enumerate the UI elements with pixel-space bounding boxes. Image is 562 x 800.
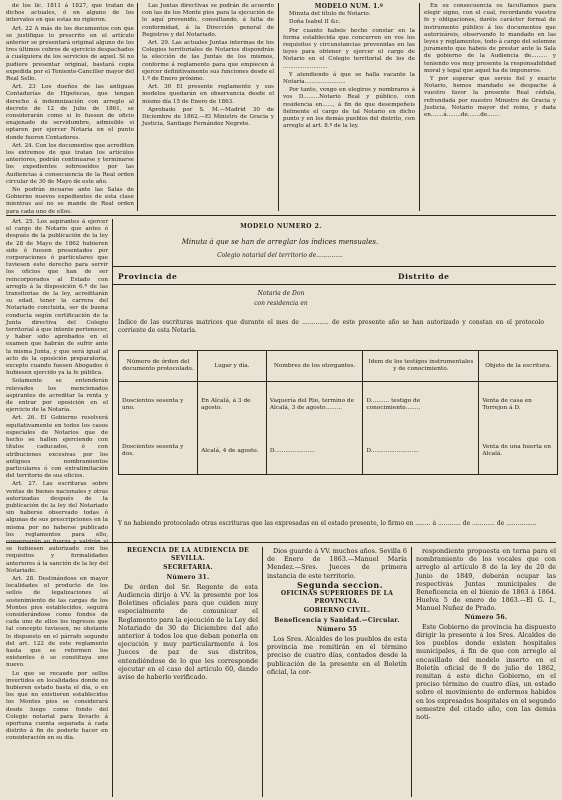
paragraph: de los lic. 1811 á 1827, que tratan de dichos actuales, ó en alguno de los intervalos en que estas no rigieron. [6,3,134,24]
form-rule [112,284,556,285]
paragraph: Art. 25. Los aspirantes á ejercer el cargo de Notario que antes ó después de la publicación de la ley de 28 de Mayo de 1862 hubieren sido ó fuesen presentados por corporaciones ó particulares que tuviesen este derecho para servir los oficios que han de ser reincorporados al Estado con arreglo á la disposición 6.ª de las transitorias de la ley, acreditarán su edad, tener la carrera del Notariado concluida, ser de buena conducta según certificación de la Junta directiva del Colegio territorial á que intente pertenecer, y haber sido aprobados en el examen que habrán de sufrir ante la misma Junta, y que será igual al acto de la oposición preparatoria, excepto cuando fuesen Abogados ó hubiesen ejercido ya la fe pública. [6,219,108,377]
column-divider [278,3,279,211]
table-header: Nombres de los otorgantes. [266,351,363,382]
table-cell: D.......... testigo de conocimiento........ [363,382,479,429]
paragraph: Por cuanto habeis hecho constar en la forma establecida que concurren en vos los requisitos y circunstancias prevenidas en las leyes para obtener y ejercer el cargo de Notario en el Colegio territorial de los de ......................... [283,27,415,70]
table-row [119,382,558,429]
paragraph: Lo que se recaude por sellos invertidos en localidades donde no hubieren estado hasta el día, o en los que no existieren establecidos los Montes pios se considerará desde luego como fondo del Colegio notarial para llevarlo á oportuna cuenta separada á cada distrito á fin de poderle hacer en consideración en su día. [6,670,108,742]
table-cell: Vaquería del Rio, termino de Alcalá, 3 de agosto......... [266,382,363,429]
model-1-heading: MODELO NUM. 1.º [314,3,384,10]
paragraph: Beneficencia y Sanidad.—Circular. [274,616,400,624]
paragraph: Por tanto, vengo en elegiros y nombraros á vos D.........Notario Real y público, con residencia en......, á fin de que desempeñeis fielmente el cargo de tal Notario en dicho punto y en los demás pueblos del distrito, con arreglo al art. 8.º de la ley. [283,87,415,130]
column-divider [411,547,412,797]
table-header: Lugar y día. [198,351,267,382]
table-header: Objeto de la escritura. [479,351,558,382]
paragraph: Solamente se entenderán relevados los mencionados aspirantes de acreditar la renta y de entrar por oposición en el ejercicio de la Notaría. [6,378,108,414]
colegio-line: Colegio notarial del territorio de.............. [217,252,343,259]
signature-line: Y no habiendo protocolado otras escrituras que las expresadas en el estado presente, lo firmo en ........ á ............ de ............ de ................ [118,520,537,527]
paragraph: Número 55 [316,625,358,633]
table-cell: Venta de casa en Torrejon á D. [479,382,558,429]
table-cell: D...................... [266,428,363,475]
table-cell: Alcalá, 4 de agosto. [198,428,267,475]
form-rule [112,266,556,267]
column-divider [112,219,113,797]
bottom-column-2 [267,547,407,797]
bottom-column-3 [416,547,556,797]
paragraph: OFICINAS SUPERIORES DE LA PROVINCIA. [280,590,394,606]
paragraph: Y por esperar que sereis fiel y exacto Notario, hemos mandado se despache á vuestro favor la presente Real cédula, refrendada por nuestro Ministro de Gracia y Justicia, Notario mayor del reino, y dada en.......á........de.......de....... [424,76,556,119]
column-divider [262,547,263,797]
horizontal-rule [6,215,556,216]
paragraph: Minuta del título de Notario. [289,11,371,18]
paragraph: No podrán incoarse ante las Salas de Gobierno nuevos expedientes de esta clase mientras así no se mande de Real orden para cada uno de ellos. [6,187,134,215]
column-divider [419,3,420,211]
paragraph: Art. 24. Con los documentos que acrediten los extremos de que tratan los artículos anteriores, podrán continuarse y terminarse los expedientes sobreseídos por las Audiencias á consecuencia de la Real orden circular de 30 de Mayo de este año. [6,142,134,185]
table-cell: Doscientos sesenta y dos. [119,428,198,475]
paragraph: De órden del Sr. Regente de esta Audiencia dirijo á VV. la presente por los Boletines oficiales para que cuiden muy especialmente de comunicar el Reglamento para la ejecución de la Ley del Notariado de 30 de Diciembre del año anterior á todos los que deban ponerla en ejecución y muy particularmente á los Jueces de paz de sus distritos, entendiéndose de lo que les corresponde ejecutar en el caso del artículo 60, dando aviso de haberlo verificado. [118,582,258,682]
top-column-4 [424,3,556,211]
paragraph: Art. 27. Las escrituras sobre ventas de bienes nacionales y otras autorizadas después de la publicación de la ley del Notariado sin haberse observado todas ó algunas de sus prescripciones en la misma por no haberse publicado los reglamentos para ello, conservarán su fuerza y valdrán si se hubiesen autorizado con los requisitos y formalidades anteriores á la sanción de la ley del Notariado. [6,481,108,574]
table-cell: En Alcalá, á 3 de agosto. [198,382,267,429]
minuta-title: Minuta á que se han de arreglar los índices mensuales. [181,238,379,246]
paragraph: Segunda seccion. [297,579,383,590]
provincia-label: Provincia de [118,272,178,281]
notaria-line: Notaria de Don [257,290,305,297]
paragraph: Y atendiendo á que se halla vacante la Notaría....................... [283,71,415,86]
model-2-heading: MODELO NUMERO 2. [240,223,322,230]
paragraph: Número 31. [166,573,210,581]
paragraph: SECRETARIA. [163,564,213,572]
top-column-3 [283,3,415,211]
distrito-label: Distrito de [398,272,450,281]
paragraph: Art. 29. Las actuales Juntas interinas de los Colegios territoriales de Notarios dispondrán la elección de las Juntas de los mismos, conforme á reglamento para que empiecen á ejercer definitivamente sus funciones desde el 1.º de Enero próximo. [142,40,274,83]
paragraph: Art. 22 A más de los documentos con que se justifique lo prescrito en el artículo anterior se presentará original alguno de los tres últimos cobros de ejercicio despachados á cualquiera de los servicios de aquel. Si no pudiere presentar original, bastará copia expedida por el Teniente-Canciller mayor del Real Sello. [6,25,134,83]
paragraph: Las Juntas directivas se podrán de acuerdo con las de los Monte pios para la ejecución de lo aquí prevenido, consultando, á falta de conformidad, á la Dirección general de Registros y del Notariado. [142,3,274,38]
left-continuation-column [6,219,108,797]
paragraph: REGENCIA DE LA AUDIENCIA DE SEVILLA. [126,547,250,563]
paragraph: Los Sres. Alcaldes de los pueblos de esta provincia me remitirán en el término preciso de cuatro días, contados desde la publicación de la presente en el Boletín oficial, la cor- [267,635,407,676]
paragraph: Aprobado por S. M.—Madrid 30 de Diciembre de 1862.—El Ministro de Gracia y Justicia, Santiago Fernández Negrete. [142,106,274,128]
table-row [119,428,558,475]
bottom-column-1 [118,547,258,797]
paragraph: Este Gobierno de provincia ha dispuesto dirigir la presente á los Sres. Alcaldes de los pueblos donde existen hospitales municipales, á fin de que con arreglo al encasillado del modelo inserto en el Boletín oficial de 9 de julio de 1862, remitan á este dicho Gobierno, en el preciso término de cuatro días, un estado sobre el movimiento de enfermos habidos en los expresados hospitales en el segundo semestre del citado año, con las demás noti- [416,622,556,722]
table-cell: Venta de una huerta en Alcalá. [479,428,558,475]
table-cell: D.......................... [363,428,479,475]
paragraph: Doña Isabel II &c. [289,19,341,26]
table-header: Idem de los testigos instrumentales y de conocimiento. [363,351,479,382]
paragraph: GOBIERNO CIVIL. [303,607,371,615]
table-header: Número de órden del documento protocolado. [119,351,198,382]
table-cell: Doscientos sesenta y uno. [119,382,198,429]
paragraph: Art. 28. Destinándose en mayor localidades el producto de los sellos de legalizaciones al sostenimiento de las cargas de los Montes pios establecidos, seguirá considerándose como fondos de cada uno de ellos los ingresos que tal concepto tuviesen, no obstante lo dispuesto en el párrafo segundo del art. 122 de este reglamento hasta que se reformen los existentes ó se constituya uno nuevo. [6,575,108,669]
paragraph: Art. 26. El Gobierno resolverá equitativamente en todos los casos especiales de Notarios que de hecho se hallen ejerciendo con títulos caducados, ó con atribuciones excesivas por los antiguos nombramientos particulares ó con extralimitación del territorio de sus oficios. [6,415,108,480]
indice-text: Índice de las escrituras matrices que durante el mes de .............. de este presente año se han autorizado y constan en el protocolo corriente de esta Notaría. [118,319,544,334]
top-column-2 [142,3,274,211]
column-divider [137,3,138,211]
paragraph: En su consecuencia os facultamos para elegir signo, con el cual, recordando vuestra fe y obligaciones, daréis carácter formal de instrumento público á los documentos que autorizáreis, observando lo mandado en las leyes y reglamentos, todo á cargo del solemne juramento que habeis de prestar ante la Sala de gobierno de la Audiencia de......... y teniendo vos muy presente la responsabilidad moral y legal que aquel ha de imponeros. [424,3,556,74]
residencia-line: con residencia en [254,300,308,307]
index-table [118,350,558,475]
paragraph: Dios guarde á VV. muchos años. Sevilla 6 de Enero de 1863.—Manuel María Mendez.—Sres. Jueces de primera instancia de este territorio. [267,547,407,580]
paragraph: Número 56. [464,613,508,621]
paragraph: respondiente propuesta en terna para el nombramiento de los vocales que con arreglo al artículo 8 de la ley de 20 de Junio de 1849, deberán ocupar las respectivas Juntas municipales de Beneficencia en el bienio de 1863 á 1864. Huelva 5 de enero de 1863.—El G. I., Manuel Nuñez de Prado. [416,547,556,613]
paragraph: Art. 30 El presente reglamento y sus modelos quedarán en observancia desde el mismo día 15 de Enero de 1863. [142,84,274,105]
paragraph: Art. 23 Los dueños de las antiguas Contadurías de Hipotecas, que tengan derecho á indemnización con arreglo al decreto de 12 de Julio de 1861, se considerarán como si lo fuesen de oficio enajenado de servidumbre, admisible si optaren por ejercer Notaría en el punto donde fueron Contadores. [6,84,134,141]
top-column-1 [6,3,134,215]
